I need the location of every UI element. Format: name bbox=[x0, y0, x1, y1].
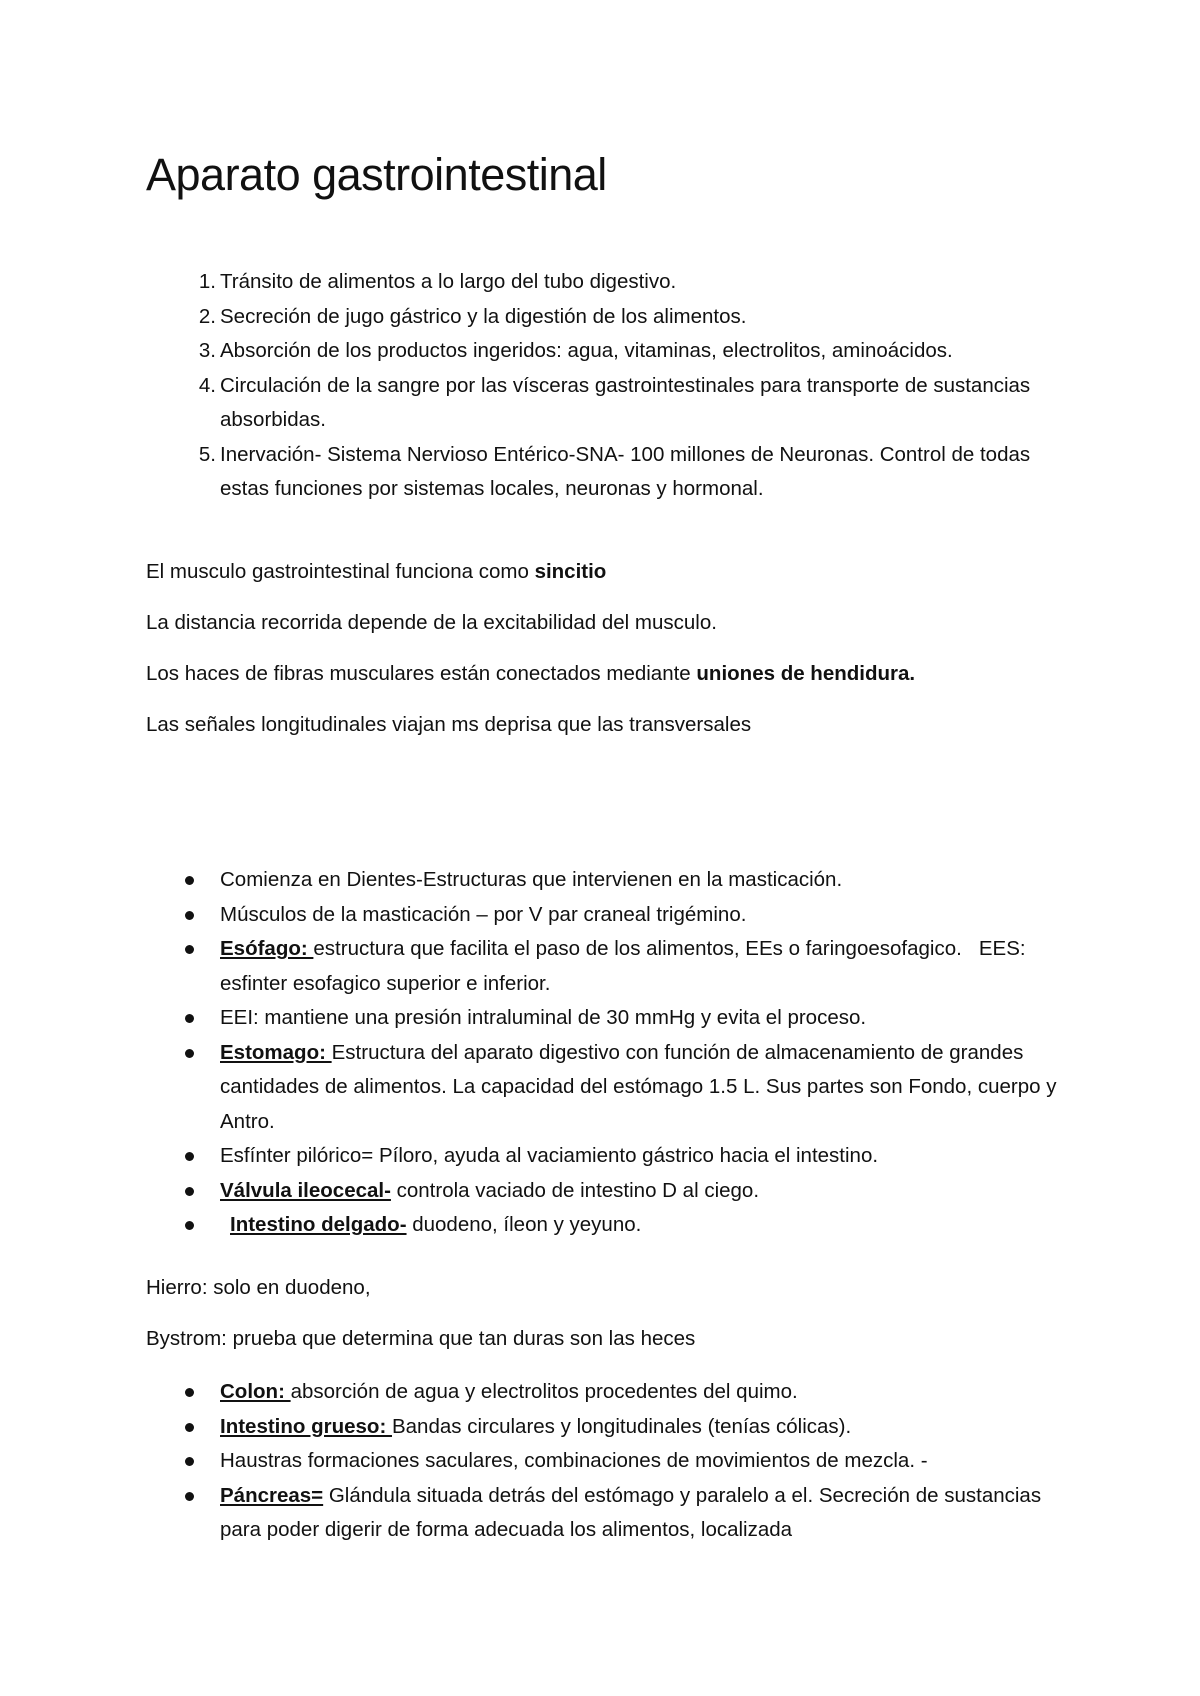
list-item bbox=[146, 1139, 1076, 1174]
bullet-list-digestive bbox=[146, 863, 1076, 1243]
bold-term: Esófago: bbox=[220, 937, 314, 960]
paragraph-text: La distancia recorrida depende de la excitabilidad del musculo. bbox=[146, 611, 717, 634]
bold-term: Válvula ileocecal- bbox=[220, 1178, 391, 1202]
bold-term: Estomago: bbox=[220, 1040, 332, 1064]
list-item-text: Comienza en Dientes-Estructuras que intervienen en la masticación. bbox=[220, 868, 843, 891]
list-number: 5. bbox=[198, 442, 216, 466]
bold-term: Intestino delgado- bbox=[230, 1213, 407, 1236]
page-title: Aparato gastrointestinal bbox=[146, 149, 607, 200]
paragraph-uniones bbox=[146, 657, 1076, 692]
bullet-icon bbox=[185, 1388, 194, 1397]
list-item bbox=[146, 1174, 1076, 1209]
paragraph-text: Bystrom: prueba que determina que tan duras son las heces bbox=[146, 1327, 696, 1350]
list-item-text: Bandas circulares y longitudinales (tenías cólicas). bbox=[391, 1414, 852, 1438]
bold-term: Páncreas= bbox=[220, 1483, 324, 1507]
list-item bbox=[146, 300, 1076, 335]
list-item bbox=[146, 1208, 1076, 1243]
list-item-text: Glándula situada detrás del estómago y paralelo a el. Secreción de sustancias para poder digerir de forma adecuada los alimentos, localizada bbox=[220, 1483, 1042, 1541]
paragraph-text: El musculo gastrointestinal funciona como bbox=[146, 560, 535, 583]
paragraph-hierro bbox=[146, 1271, 1076, 1306]
list-item bbox=[146, 898, 1076, 933]
bullet-icon bbox=[185, 1187, 194, 1196]
bullet-icon bbox=[185, 1014, 194, 1023]
bullet-list-intestine bbox=[146, 1375, 1076, 1548]
list-item-text: Estructura del aparato digestivo con función de almacenamiento de grandes cantidades de alimentos. La capacidad del estómago 1.5 L. Sus partes son Fondo, cuerpo y Antro. bbox=[220, 1040, 1057, 1133]
list-item bbox=[146, 1479, 1076, 1548]
bold-term: Colon: bbox=[220, 1380, 291, 1403]
paragraph-bystrom bbox=[146, 1322, 1076, 1357]
list-item-text: Absorción de los productos ingeridos: agua, vitaminas, electrolitos, aminoácidos. bbox=[220, 339, 953, 362]
list-number: 1. bbox=[198, 270, 216, 293]
bold-term: Intestino grueso: bbox=[220, 1414, 392, 1438]
paragraph-senales bbox=[146, 708, 1076, 743]
list-item-text: estructura que facilita el paso de los alimentos, EEs o faringoesofagico. EES: esfinter esofagico superior e inferior. bbox=[220, 937, 1032, 995]
list-item bbox=[146, 265, 1076, 300]
paragraph-excitabilidad bbox=[146, 606, 1076, 641]
bullet-icon bbox=[185, 1492, 194, 1501]
list-item bbox=[146, 334, 1076, 369]
bullet-icon bbox=[185, 1221, 194, 1230]
list-number: 2. bbox=[198, 304, 216, 328]
bullet-icon bbox=[185, 1152, 194, 1161]
list-item bbox=[146, 863, 1076, 898]
bullet-icon bbox=[185, 1423, 194, 1432]
bullet-icon bbox=[185, 1457, 194, 1466]
bold-term: sincitio bbox=[534, 560, 607, 583]
list-item-text: absorción de agua y electrolitos procedentes del quimo. bbox=[290, 1380, 798, 1403]
bullet-icon bbox=[185, 876, 194, 885]
list-item bbox=[146, 1444, 1076, 1479]
list-item-text: Tránsito de alimentos a lo largo del tubo digestivo. bbox=[220, 270, 677, 293]
paragraph-text: Los haces de fibras musculares están conectados mediante bbox=[146, 662, 697, 685]
list-item bbox=[146, 369, 1076, 438]
numbered-list bbox=[146, 265, 1076, 507]
bullet-icon bbox=[185, 945, 194, 954]
list-item bbox=[146, 1375, 1076, 1410]
list-item-text: Secreción de jugo gástrico y la digestión de los alimentos. bbox=[220, 304, 747, 328]
paragraph-sincitio bbox=[146, 555, 1076, 590]
list-item-text: controla vaciado de intestino D al ciego. bbox=[390, 1178, 760, 1202]
list-item bbox=[146, 1036, 1076, 1140]
bullet-icon bbox=[185, 911, 194, 920]
paragraph-text: Hierro: solo en duodeno, bbox=[146, 1276, 371, 1299]
list-item-text: Circulación de la sangre por las vísceras gastrointestinales para transporte de sustancias absorbidas. bbox=[220, 373, 1031, 431]
list-item bbox=[146, 932, 1076, 1001]
list-item-text: Haustras formaciones saculares, combinaciones de movimientos de mezcla. - bbox=[220, 1449, 928, 1472]
list-item bbox=[146, 1001, 1076, 1036]
bold-term: uniones de hendidura. bbox=[696, 662, 916, 685]
list-item-text: Esfínter pilórico= Píloro, ayuda al vaciamiento gástrico hacia el intestino. bbox=[220, 1144, 879, 1167]
list-item-text: Músculos de la masticación – por V par craneal trigémino. bbox=[220, 902, 747, 926]
list-item bbox=[146, 1410, 1076, 1445]
list-item bbox=[146, 438, 1076, 507]
paragraph-text: Las señales longitudinales viajan ms deprisa que las transversales bbox=[146, 713, 752, 736]
list-item-text: EEI: mantiene una presión intraluminal de 30 mmHg y evita el proceso. bbox=[220, 1006, 867, 1029]
list-item-text: Inervación- Sistema Nervioso Entérico-SNA- 100 millones de Neuronas. Control de todas estas funciones por sistemas locales, neuronas y hormonal. bbox=[220, 442, 1031, 500]
list-number: 3. bbox=[198, 339, 216, 362]
bullet-icon bbox=[185, 1049, 194, 1058]
list-item-text: duodeno, íleon y yeyuno. bbox=[406, 1213, 642, 1236]
list-number: 4. bbox=[198, 373, 216, 397]
